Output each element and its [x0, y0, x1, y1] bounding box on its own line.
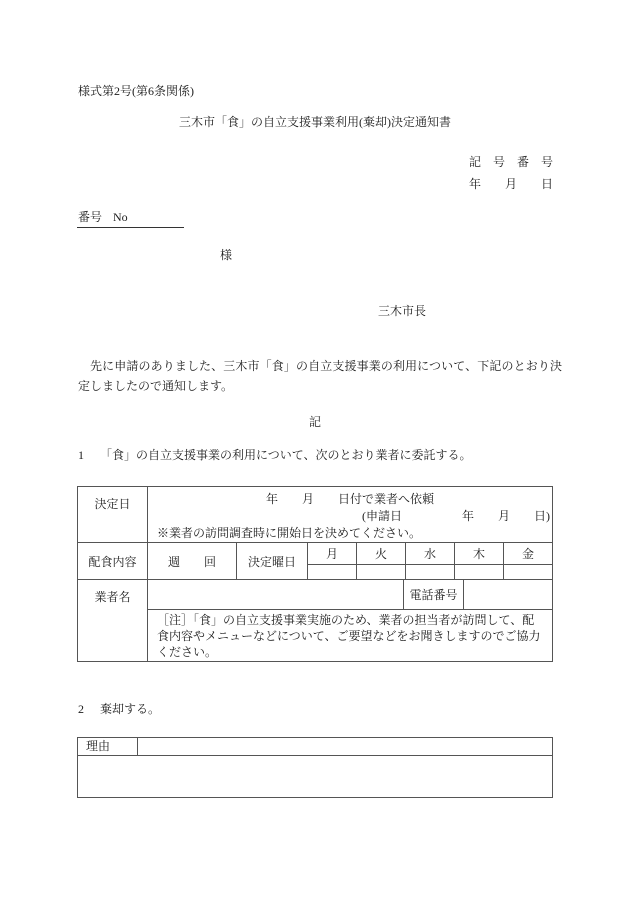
reference-number-line: 記 号 番 号: [468, 155, 553, 169]
request-line: 年 月 日付で業者へ依頼: [265, 492, 434, 506]
rejection-reason-table: [77, 737, 553, 798]
decided-days-label: 決定曜日: [237, 543, 308, 579]
item-2-number: 2: [78, 702, 84, 716]
application-date-line: (申請日 年 月 日): [362, 509, 550, 523]
weekday-blank-cell: [406, 565, 454, 579]
weekday-blank-cell: [357, 565, 405, 579]
record-heading: 記: [308, 415, 321, 429]
weekday-col-thu: [455, 543, 504, 579]
vendor-note-rows: [78, 580, 552, 661]
date-line: 年 月 日: [468, 177, 553, 191]
recipient-number-field: [77, 208, 184, 228]
note-cell: ［注］「食」の自立支援事業実施のため、業者の担当者が訪問して、配食内容やメニューなどについて、ご要望などをお聞きしますのでご協力ください。: [157, 613, 541, 660]
weekday-col-wed: [406, 543, 455, 579]
sender-name: 三木市長: [378, 304, 427, 318]
body-paragraph: 先に申請のありました、三木市「食」の自立支援事業の利用について、下記のとおり決定しましたので通知します。: [78, 359, 562, 393]
weekday-col-mon: [308, 543, 357, 579]
phone-number-blank-cell: [464, 580, 552, 609]
item-2-text: 棄却する。: [100, 702, 161, 716]
item-1-text: 「食」の自立支援事業の利用について、次のとおり業者に委託する。: [100, 448, 472, 462]
number-value: No: [113, 210, 128, 224]
meal-content-row: [78, 543, 552, 580]
weekday-blank-cell: [455, 565, 503, 579]
decision-table: [77, 486, 553, 662]
decision-date-label: 決定日: [78, 487, 148, 542]
addressee-honorific: 様: [220, 248, 233, 262]
start-date-note: ※業者の訪問調査時に開始日を決めてください。: [157, 526, 422, 540]
times-per-week-cell: 週 回: [148, 543, 237, 579]
reference-block: [353, 151, 553, 195]
weekday-header: 火: [357, 543, 405, 565]
vendor-name-blank-cell: [148, 580, 404, 609]
weekday-header: 月: [308, 543, 356, 565]
item-2: [78, 700, 160, 717]
decision-date-row: [78, 487, 552, 543]
vendor-name-label: 業者名: [78, 580, 148, 661]
weekday-blank-cell: [308, 565, 356, 579]
weekday-col-tue: [357, 543, 406, 579]
reason-body-blank-cell: [78, 756, 552, 797]
weekday-header: 木: [455, 543, 503, 565]
weekday-header: 水: [406, 543, 454, 565]
weekday-header: 金: [504, 543, 552, 565]
form-number: 様式第2号(第6条関係): [78, 84, 194, 98]
item-1-number: 1: [78, 448, 84, 462]
reason-label: 理由: [78, 738, 138, 755]
weekday-blank-cell: [504, 565, 552, 579]
reason-row: [78, 738, 552, 756]
document-title: 三木市「食」の自立支援事業利用(棄却)決定通知書: [179, 115, 451, 129]
vendor-row: [148, 580, 552, 610]
reason-blank-cell: [138, 738, 552, 755]
item-1: [78, 446, 472, 463]
meal-content-label: 配食内容: [78, 543, 148, 579]
phone-number-label: 電話番号: [404, 580, 464, 609]
number-label: 番号: [78, 210, 103, 224]
weekday-grid: [308, 543, 552, 579]
decision-date-content: [148, 487, 552, 542]
weekday-col-fri: [504, 543, 552, 579]
